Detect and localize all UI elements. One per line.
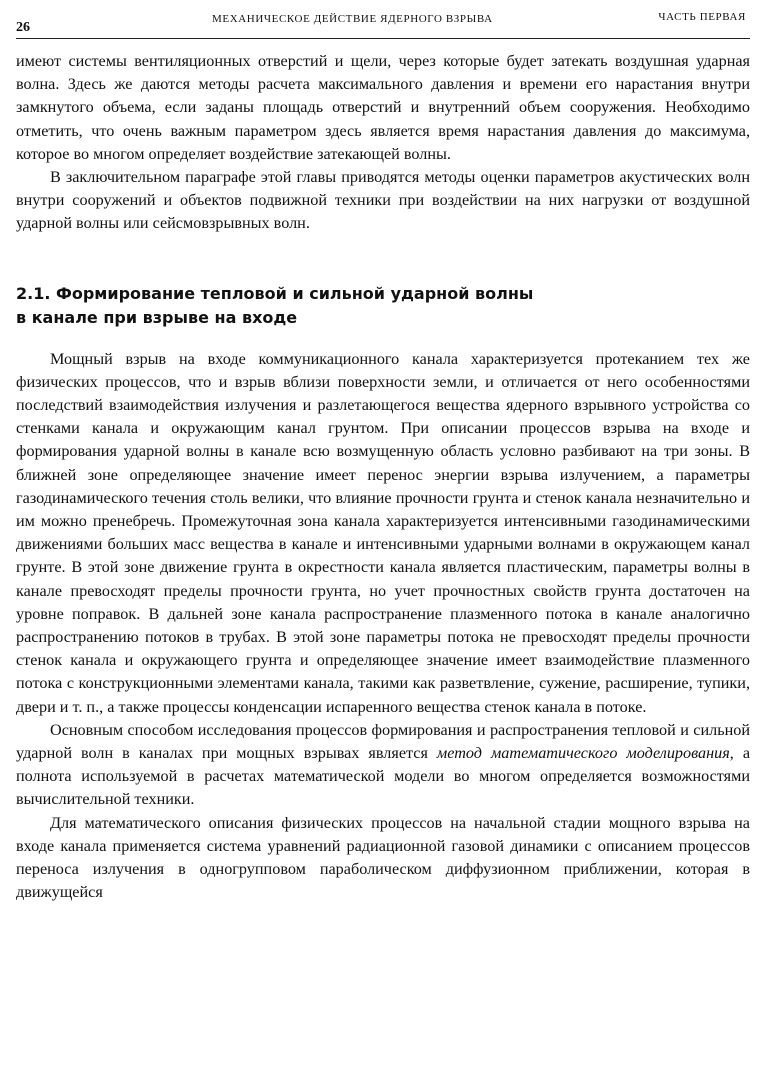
section-heading-line-1: 2.1. Формирование тепловой и сильной ударной волны [16, 283, 534, 303]
paragraph: Для математического описания физических процессов на начальной стадии мощного взрыва на входе канала применяется система уравнений радиационной газовой динамики с описанием процессов переноса излучения в одногрупповом параболическом диффузионном приближении, которая в движущейся [16, 813, 750, 902]
section-heading [16, 282, 750, 330]
running-header [16, 8, 750, 39]
paragraph: В заключительном параграфе этой главы приводятся методы оценки параметров акустических волн внутри сооружений и объектов подвижной техники при воздействии на них нагрузки от воздушной ударной волны или сейсмовзрывных волн. [16, 168, 750, 233]
section-heading-line-2: в канале при взрыве на входе [16, 307, 298, 327]
paragraph-text: Основным способом исследования процессов формирования и распространения тепловой и сильной ударной волн в каналах при мощных взрывах является [16, 720, 750, 763]
paragraph: Мощный взрыв на входе коммуникационного канала характеризуется протеканием тех же физических процессов, что и взрыв вблизи поверхности земли, и отличается от него особенностями последствий взаимодействия излучения и разлетающегося вещества ядерного взрывного устройства со стенками канала и окружающим канал грунтом. При описании процессов взрыва на входе и формирования ударной волны в канале всю возмущенную область условно разбивают на три зоны. В ближней зоне определяющее значение имеет перенос энергии взрыва излучением, а параметры газодинамического течения столь велики, что влияние прочности грунта и стенок канала незначительно и им можно пренебречь. Промежуточная зона канала характеризуется интенсивными газодинамическими движениями больших масс вещества в канале и интенсивными ударными волнами в окружающем канал грунте. В этой зоне движение грунта в окрестности канала является пластическим, параметры волны в канале превосходят пределы прочности грунта, но учет прочностных свойств грунта достаточен на уровне поправок. В дальней зоне канала распространение плазменного потока в канале аналогично распространению потоков в трубах. В этой зоне параметры потока не превосходят пределы прочности стенок канала и окружающего грунта и определяющее значение имеет взаимодействие плазменного потока с конструкционными элементами канала, такими как разветвление, сужение, расширение, тупики, двери и т. п., а также процессы конденсации испаренного вещества стенок канала в потоке. [16, 349, 750, 716]
part-label: ЧАСТЬ ПЕРВАЯ [658, 11, 746, 23]
paragraph [16, 719, 750, 812]
main-text [16, 50, 750, 905]
italic-term: метод математического моделирования [436, 744, 730, 763]
running-title: МЕХАНИЧЕСКОЕ ДЕЙСТВИЕ ЯДЕРНОГО ВЗРЫВА [212, 13, 493, 25]
paragraph-text: , а полнота используемой в расчетах математической модели во многом определяется возможностями вычислительной техники. [16, 744, 751, 809]
paragraph-continuation: имеют системы вентиляционных отверстий и щели, через которые будет затекать воздушная ударная волна. Здесь же даются методы расчета максимального давления и времени его нарастания внутри замкнутого объема, если заданы площадь отверстий и внутренний объем сооружения. Необходимо отметить, что очень важным параметром здесь является время нарастания давления до максимума, которое во многом определяет воздействие затекающей волны. [16, 52, 750, 163]
page-number: 26 [16, 20, 30, 35]
